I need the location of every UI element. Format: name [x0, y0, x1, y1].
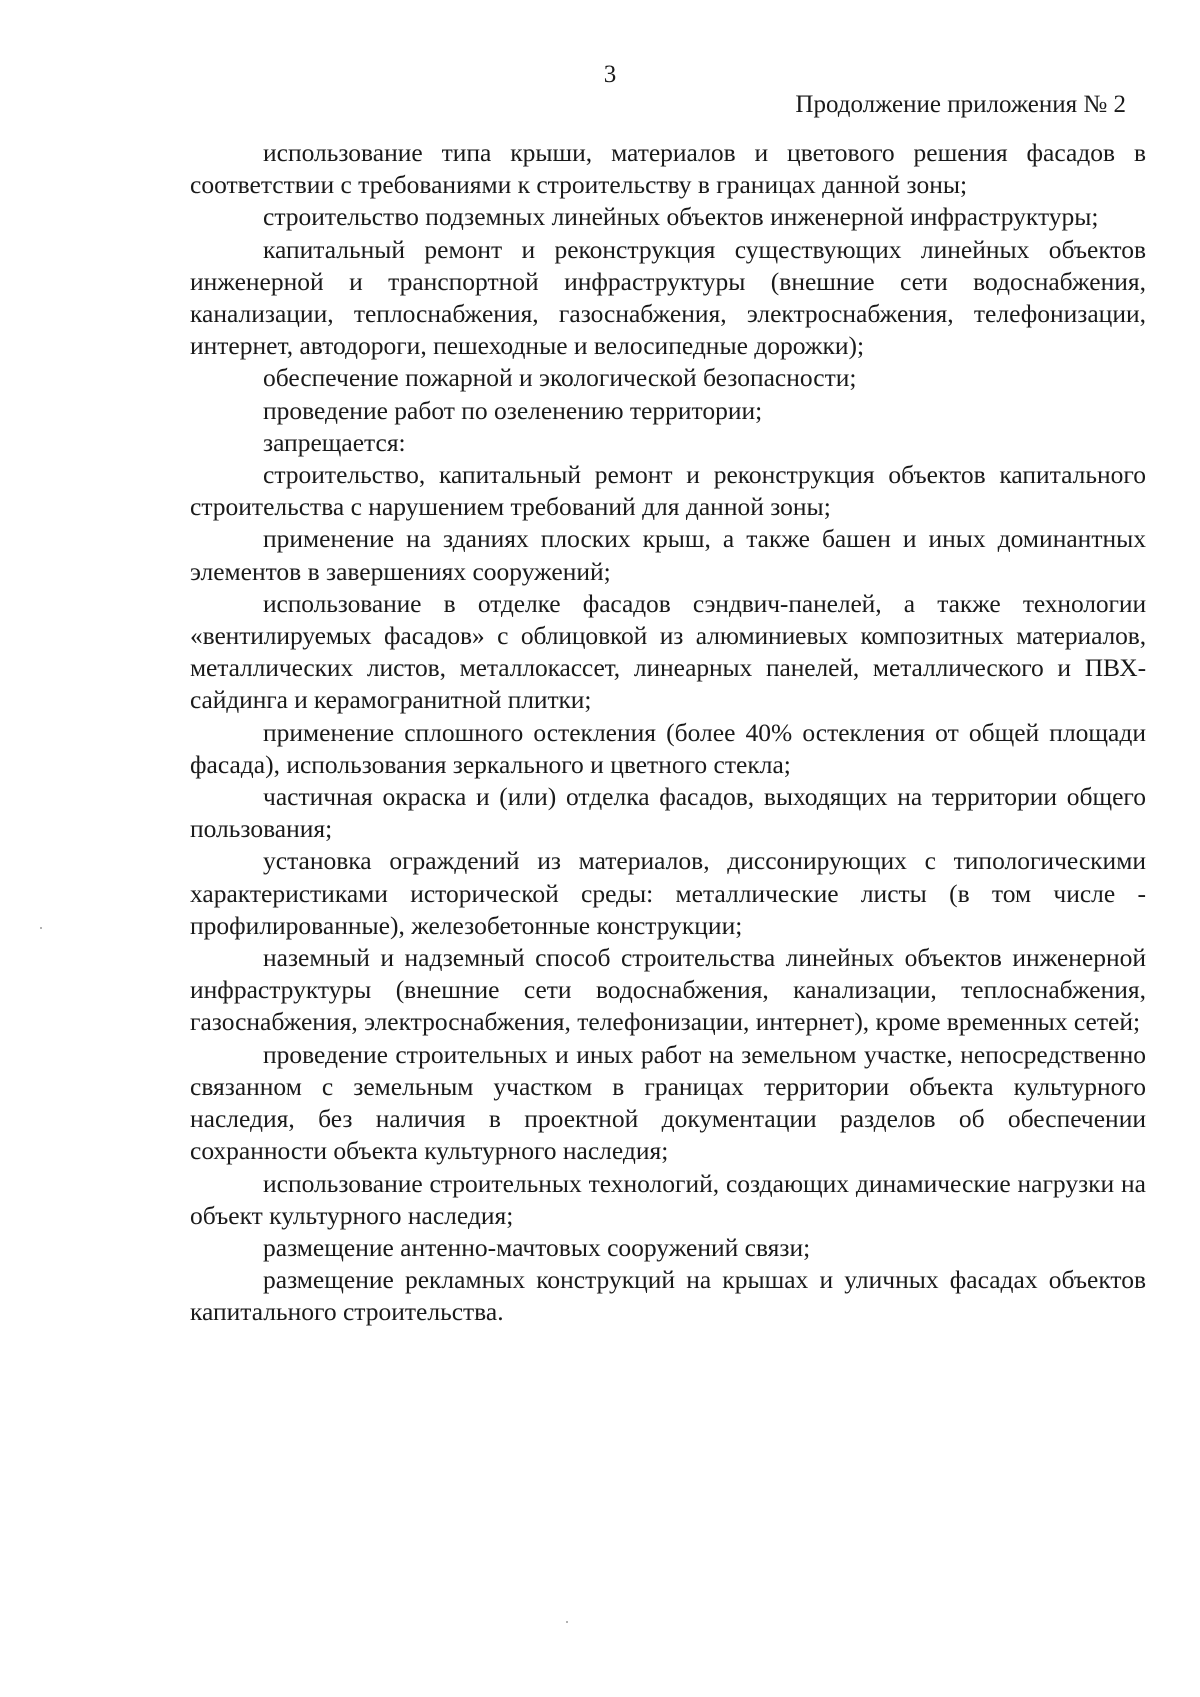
paragraph: наземный и надземный способ строительства линейных объектов инженерной инфраструктуры (внешние сети водоснабжения, канализации, теплоснабжения, газоснабжения, электроснабжения, телефонизации, интернет), кроме временных сетей;: [190, 943, 1146, 1037]
paragraph: размещение рекламных конструкций на крышах и уличных фасадах объектов капитального строительства.: [190, 1265, 1146, 1327]
paragraph: строительство подземных линейных объектов инженерной инфраструктуры;: [263, 202, 1099, 232]
scan-speck: [40, 927, 42, 929]
paragraph: размещение антенно-мачтовых сооружений связи;: [263, 1232, 811, 1262]
paragraph: использование типа крыши, материалов и цветового решения фасадов в соответствии с требованиями к строительству в границах данной зоны;: [190, 138, 1146, 200]
paragraph: использование строительных технологий, создающих динамические нагрузки на объект культурного наследия;: [190, 1168, 1146, 1230]
paragraph-prohibited-heading: запрещается:: [263, 427, 406, 457]
paragraph: применение сплошного остекления (более 40% остекления от общей площади фасада), использования зеркального и цветного стекла;: [190, 717, 1146, 779]
paragraph: капитальный ремонт и реконструкция существующих линейных объектов инженерной и транспортной инфраструктуры (внешние сети водоснабжения, канализации, теплоснабжения, газоснабжения, электроснабжения, телефонизации, интернет, автодороги, пешеходные и велосипедные дорожки);: [190, 234, 1146, 361]
paragraph: частичная окраска и (или) отделка фасадов, выходящих на территории общего пользования;: [190, 782, 1146, 844]
paragraph: использование в отделке фасадов сэндвич-панелей, а также технологии «вентилируемых фасадов» с облицовкой из алюминиевых композитных материалов, металлических листов, металлокассет, линеарных панелей, металлического и ПВХ-сайдинга и керамогранитной плитки;: [190, 588, 1146, 715]
document-body: [190, 137, 1146, 1329]
paragraph: строительство, капитальный ремонт и реконструкция объектов капитального строительства с нарушением требований для данной зоны;: [190, 460, 1146, 522]
scan-speck: [566, 1621, 568, 1623]
paragraph: применение на зданиях плоских крыш, а также башен и иных доминантных элементов в завершениях сооружений;: [190, 524, 1146, 586]
paragraph: обеспечение пожарной и экологической безопасности;: [263, 363, 857, 393]
paragraph: проведение работ по озеленению территории;: [263, 395, 763, 425]
page-number: 3: [603, 61, 617, 88]
paragraph: проведение строительных и иных работ на земельном участке, непосредственно связанном с земельным участком в границах территории объекта культурного наследия, без наличия в проектной документации разделов об обеспечении сохранности объекта культурного наследия;: [190, 1039, 1146, 1166]
paragraph: установка ограждений из материалов, диссонирующих с типологическими характеристиками исторической среды: металлические листы (в том числе - профилированные), железобетонные конструкции;: [190, 846, 1146, 940]
appendix-continuation-label: Продолжение приложения № 2: [795, 91, 1126, 118]
